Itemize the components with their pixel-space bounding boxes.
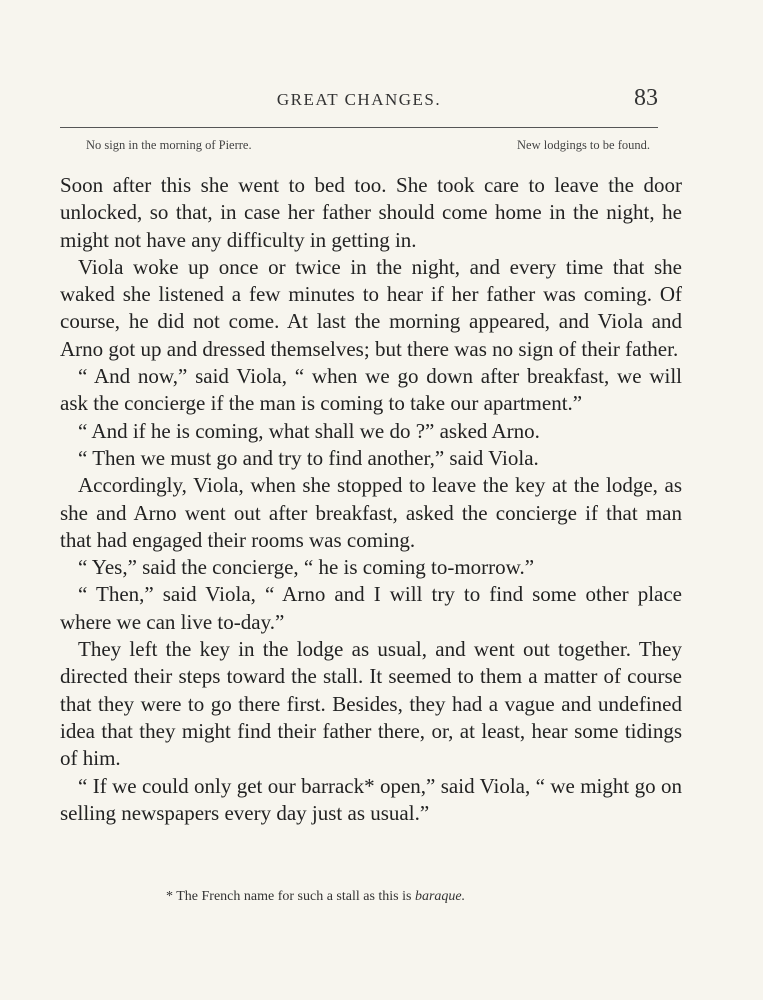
body-text bbox=[60, 172, 682, 827]
paragraph: Viola woke up once or twice in the night, and every time that she waked she listened a few minutes to hear if her father was coming. Of course, he did not come. At last the morning appeared, and Viola and Arno got up and dressed themselves; but there was no sign of their father. bbox=[60, 254, 682, 361]
footnote bbox=[166, 889, 465, 905]
paragraph: They left the key in the lodge as usual, and went out together. They directed their steps toward the stall. It seemed to them a matter of course that they were to go there first. Besides, they had a vague and undefined idea that they might find their father there, or, at least, hear some tidings of him. bbox=[60, 637, 682, 771]
paragraph: Soon after this she went to bed too. She took care to leave the door unlocked, so that, in case her father should come home in the night, he might not have any difficulty in getting in. bbox=[60, 173, 682, 252]
paragraph: “ Then we must go and try to find another,” said Viola. bbox=[78, 445, 539, 470]
running-title: GREAT CHANGES. bbox=[276, 90, 442, 109]
paragraph: “ And if he is coming, what shall we do ?” asked Arno. bbox=[78, 418, 540, 443]
paragraph: “ Then,” said Viola, “ Arno and I will try to find some other place where we can live to-day.” bbox=[60, 582, 682, 634]
paragraph: “ If we could only get our barrack* open,” said Viola, “ we might go on selling newspapers every day just as usual.” bbox=[60, 773, 682, 825]
running-head bbox=[60, 85, 658, 118]
paragraph: “ Yes,” said the concierge, “ he is coming to-morrow.” bbox=[78, 555, 535, 580]
footnote-italic-term: baraque. bbox=[414, 889, 466, 904]
sidenotes bbox=[60, 138, 658, 156]
sidenote-right: New lodgings to be found. bbox=[517, 138, 650, 152]
sidenote-left: No sign in the morning of Pierre. bbox=[86, 138, 252, 152]
header-rule bbox=[60, 127, 658, 128]
paragraph: “ And now,” said Viola, “ when we go down after breakfast, we will ask the concierge if the man is coming to take our apartment.” bbox=[60, 364, 682, 416]
page-number: 83 bbox=[634, 85, 658, 111]
footnote-text: * The French name for such a stall as this is bbox=[166, 889, 412, 904]
paragraph: Accordingly, Viola, when she stopped to leave the key at the lodge, as she and Arno went out after breakfast, asked the concierge if that man that had engaged their rooms was coming. bbox=[60, 473, 682, 552]
